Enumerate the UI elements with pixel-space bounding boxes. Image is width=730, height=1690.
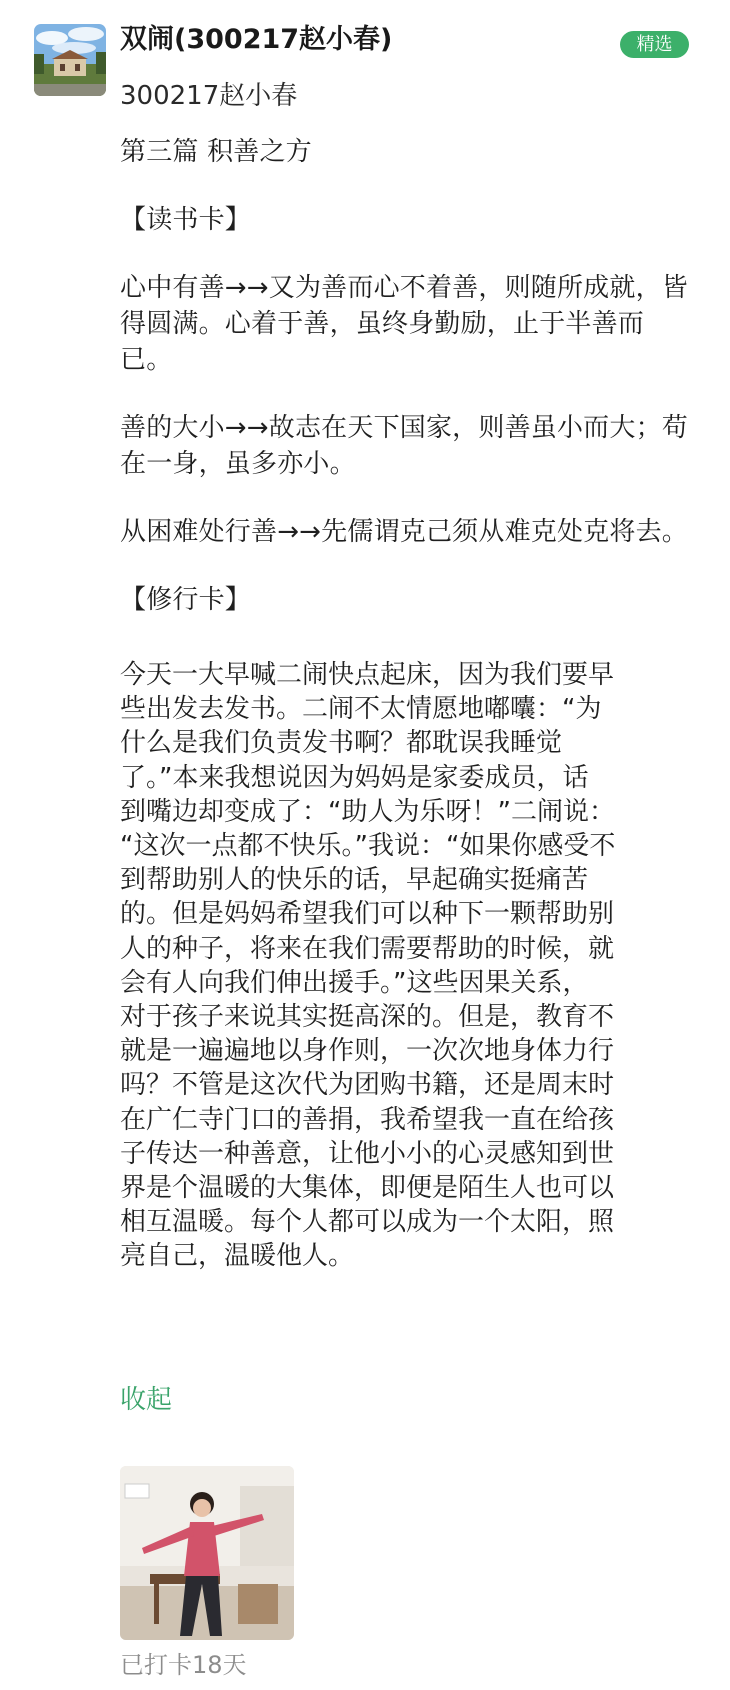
user-avatar[interactable] <box>34 24 106 96</box>
reading-point: 善的大小→→故志在天下国家，则善虽小而大；苟在一身，虽多亦小。 <box>120 413 688 479</box>
collapse-link[interactable]: 收起 <box>120 1385 173 1415</box>
section-title: 第三篇 积善之方 <box>120 137 312 167</box>
post-photo[interactable] <box>120 1466 294 1640</box>
exercise-photo-icon <box>120 1466 294 1640</box>
reading-card-label: 【读书卡】 <box>120 205 252 235</box>
checkin-status: 已打卡18天 <box>120 1651 247 1679</box>
diary-line: 在广仁寺门口的善捐，我希望我一直在给孩 <box>120 1104 615 1135</box>
practice-card-label: 【修行卡】 <box>120 585 252 615</box>
diary-line: 人的种子，将来在我们需要帮助的时候，就 <box>120 933 615 964</box>
diary-line: 今天一大早喊二闹快点起床，因为我们要早 <box>120 660 615 690</box>
diary-line: 什么是我们负责发书啊？都耽误我睡觉 <box>120 728 563 759</box>
practice-diary <box>120 658 692 1274</box>
author-name: 300217赵小春 <box>120 81 298 111</box>
diary-line: 亮自己，温暖他人。 <box>120 1241 355 1272</box>
diary-line: 到帮助别人的快乐的话，早起确实挺痛苦 <box>120 865 589 896</box>
diary-line: “这次一点都不快乐。”我说：“如果你感受不 <box>120 831 616 862</box>
diary-line: 了。”本来我想说因为妈妈是家委成员，话 <box>120 762 589 793</box>
reading-point: 心中有善→→又为善而心不着善，则随所成就，皆得圆满。心着于善，虽终身勤励，止于半善而已。 <box>120 273 688 375</box>
house-landscape-avatar-icon <box>34 24 106 96</box>
diary-line: 界是个温暖的大集体，即便是陌生人也可以 <box>120 1173 615 1204</box>
diary-line: 会有人向我们伸出援手。”这些因果关系， <box>120 967 589 998</box>
post-author-title[interactable]: 双闹(300217赵小春) <box>120 24 393 55</box>
post-content <box>120 134 692 1274</box>
diary-line: 的。但是妈妈希望我们可以种下一颗帮助别 <box>120 899 615 930</box>
diary-line: 吗？不管是这次代为团购书籍，还是周末时 <box>120 1070 615 1101</box>
diary-line: 子传达一种善意，让他小小的心灵感知到世 <box>120 1138 615 1169</box>
diary-line: 就是一遍遍地以身作则，一次次地身体力行 <box>120 1036 615 1067</box>
featured-badge: 精选 <box>620 31 689 58</box>
diary-line: 对于孩子来说其实挺高深的。但是，教育不 <box>120 1002 615 1033</box>
reading-point: 从困难处行善→→先儒谓克己须从难克处克将去。 <box>120 517 688 547</box>
diary-line: 相互温暖。每个人都可以成为一个太阳，照 <box>120 1207 615 1238</box>
diary-line: 些出发去发书。二闹不太情愿地嘟囔：“为 <box>120 694 602 725</box>
diary-line: 到嘴边却变成了：“助人为乐呀！”二闹说： <box>120 796 615 827</box>
